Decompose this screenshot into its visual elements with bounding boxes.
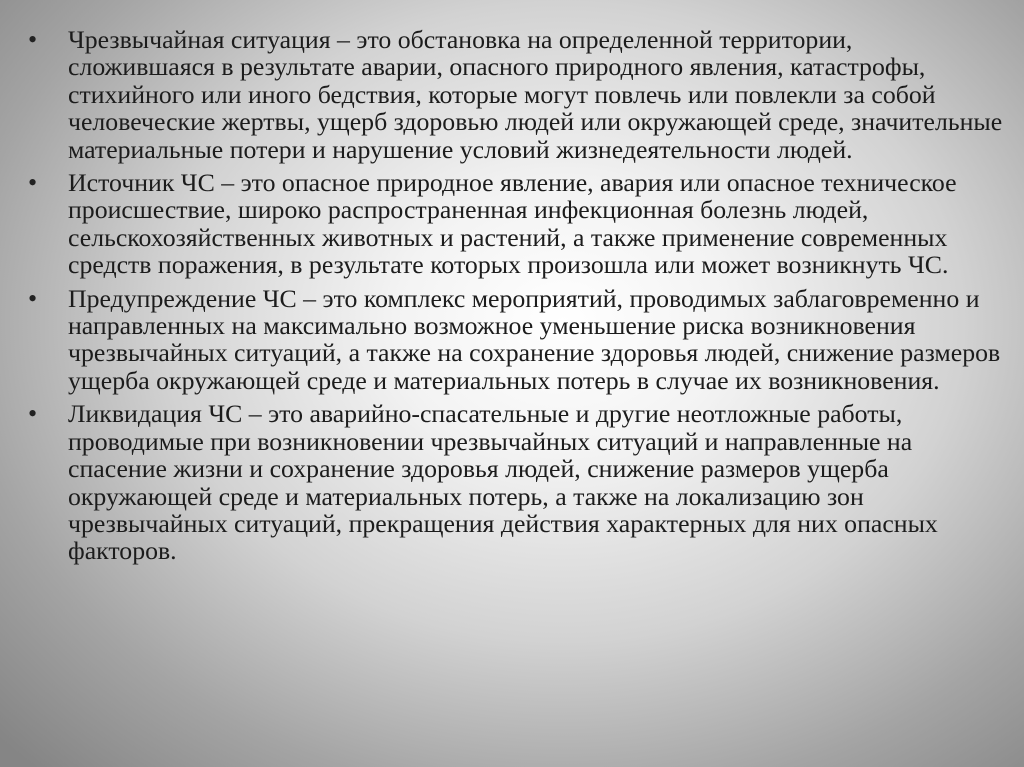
- bullet-item-emergency-prevention: [28, 285, 1003, 395]
- bullet-icon: •: [28, 168, 38, 198]
- bullet-icon: •: [28, 25, 38, 54]
- bullet-item-emergency-liquidation: [28, 400, 1003, 564]
- bullet-text: Источник ЧС – это опасное природное явление, авария или опасное техническое происшествие, широко распространенная инфекционная болезнь людей, сельскохозяйственных животных и растений, а также применение современных средств поражения, в результате которых произошла или может возникнуть ЧС.: [68, 168, 957, 280]
- bullet-icon: •: [28, 283, 38, 313]
- bullet-item-emergency-source: [28, 169, 1003, 279]
- bullet-text: Предупреждение ЧС – это комплекс мероприятий, проводимых заблаговременно и направленных на максимально возможное уменьшение риска возникновения чрезвычайных ситуаций, а также на сохранение здоровья людей, снижение размеров ущерба окружающей среде и материальных потерь в случае их возникновения.: [68, 283, 1001, 395]
- bullet-text: Ликвидация ЧС – это аварийно-спасательные и другие неотложные работы, проводимые при возникновении чрезвычайных ситуаций и направленные на спасение жизни и сохранение здоровья людей, снижение размеров ущерба окружающей среде и материальных потерь, а также на локализацию зон чрезвычайных ситуаций, прекращения действия характерных для них опасных факторов.: [68, 399, 938, 566]
- bullet-text: Чрезвычайная ситуация – это обстановка на определенной территории, сложившаяся в результате аварии, опасного природного явления, катастрофы, стихийного или иного бедствия, которые могут повлечь или повлекли за собой человеческие жертвы, ущерб здоровью людей или окружающей среде, значительные материальные потери и нарушение условий жизнедеятельности людей.: [68, 25, 1003, 164]
- bullet-item-emergency-definition: [28, 26, 1003, 163]
- bullet-icon: •: [28, 399, 38, 429]
- bullet-list: [28, 26, 1003, 571]
